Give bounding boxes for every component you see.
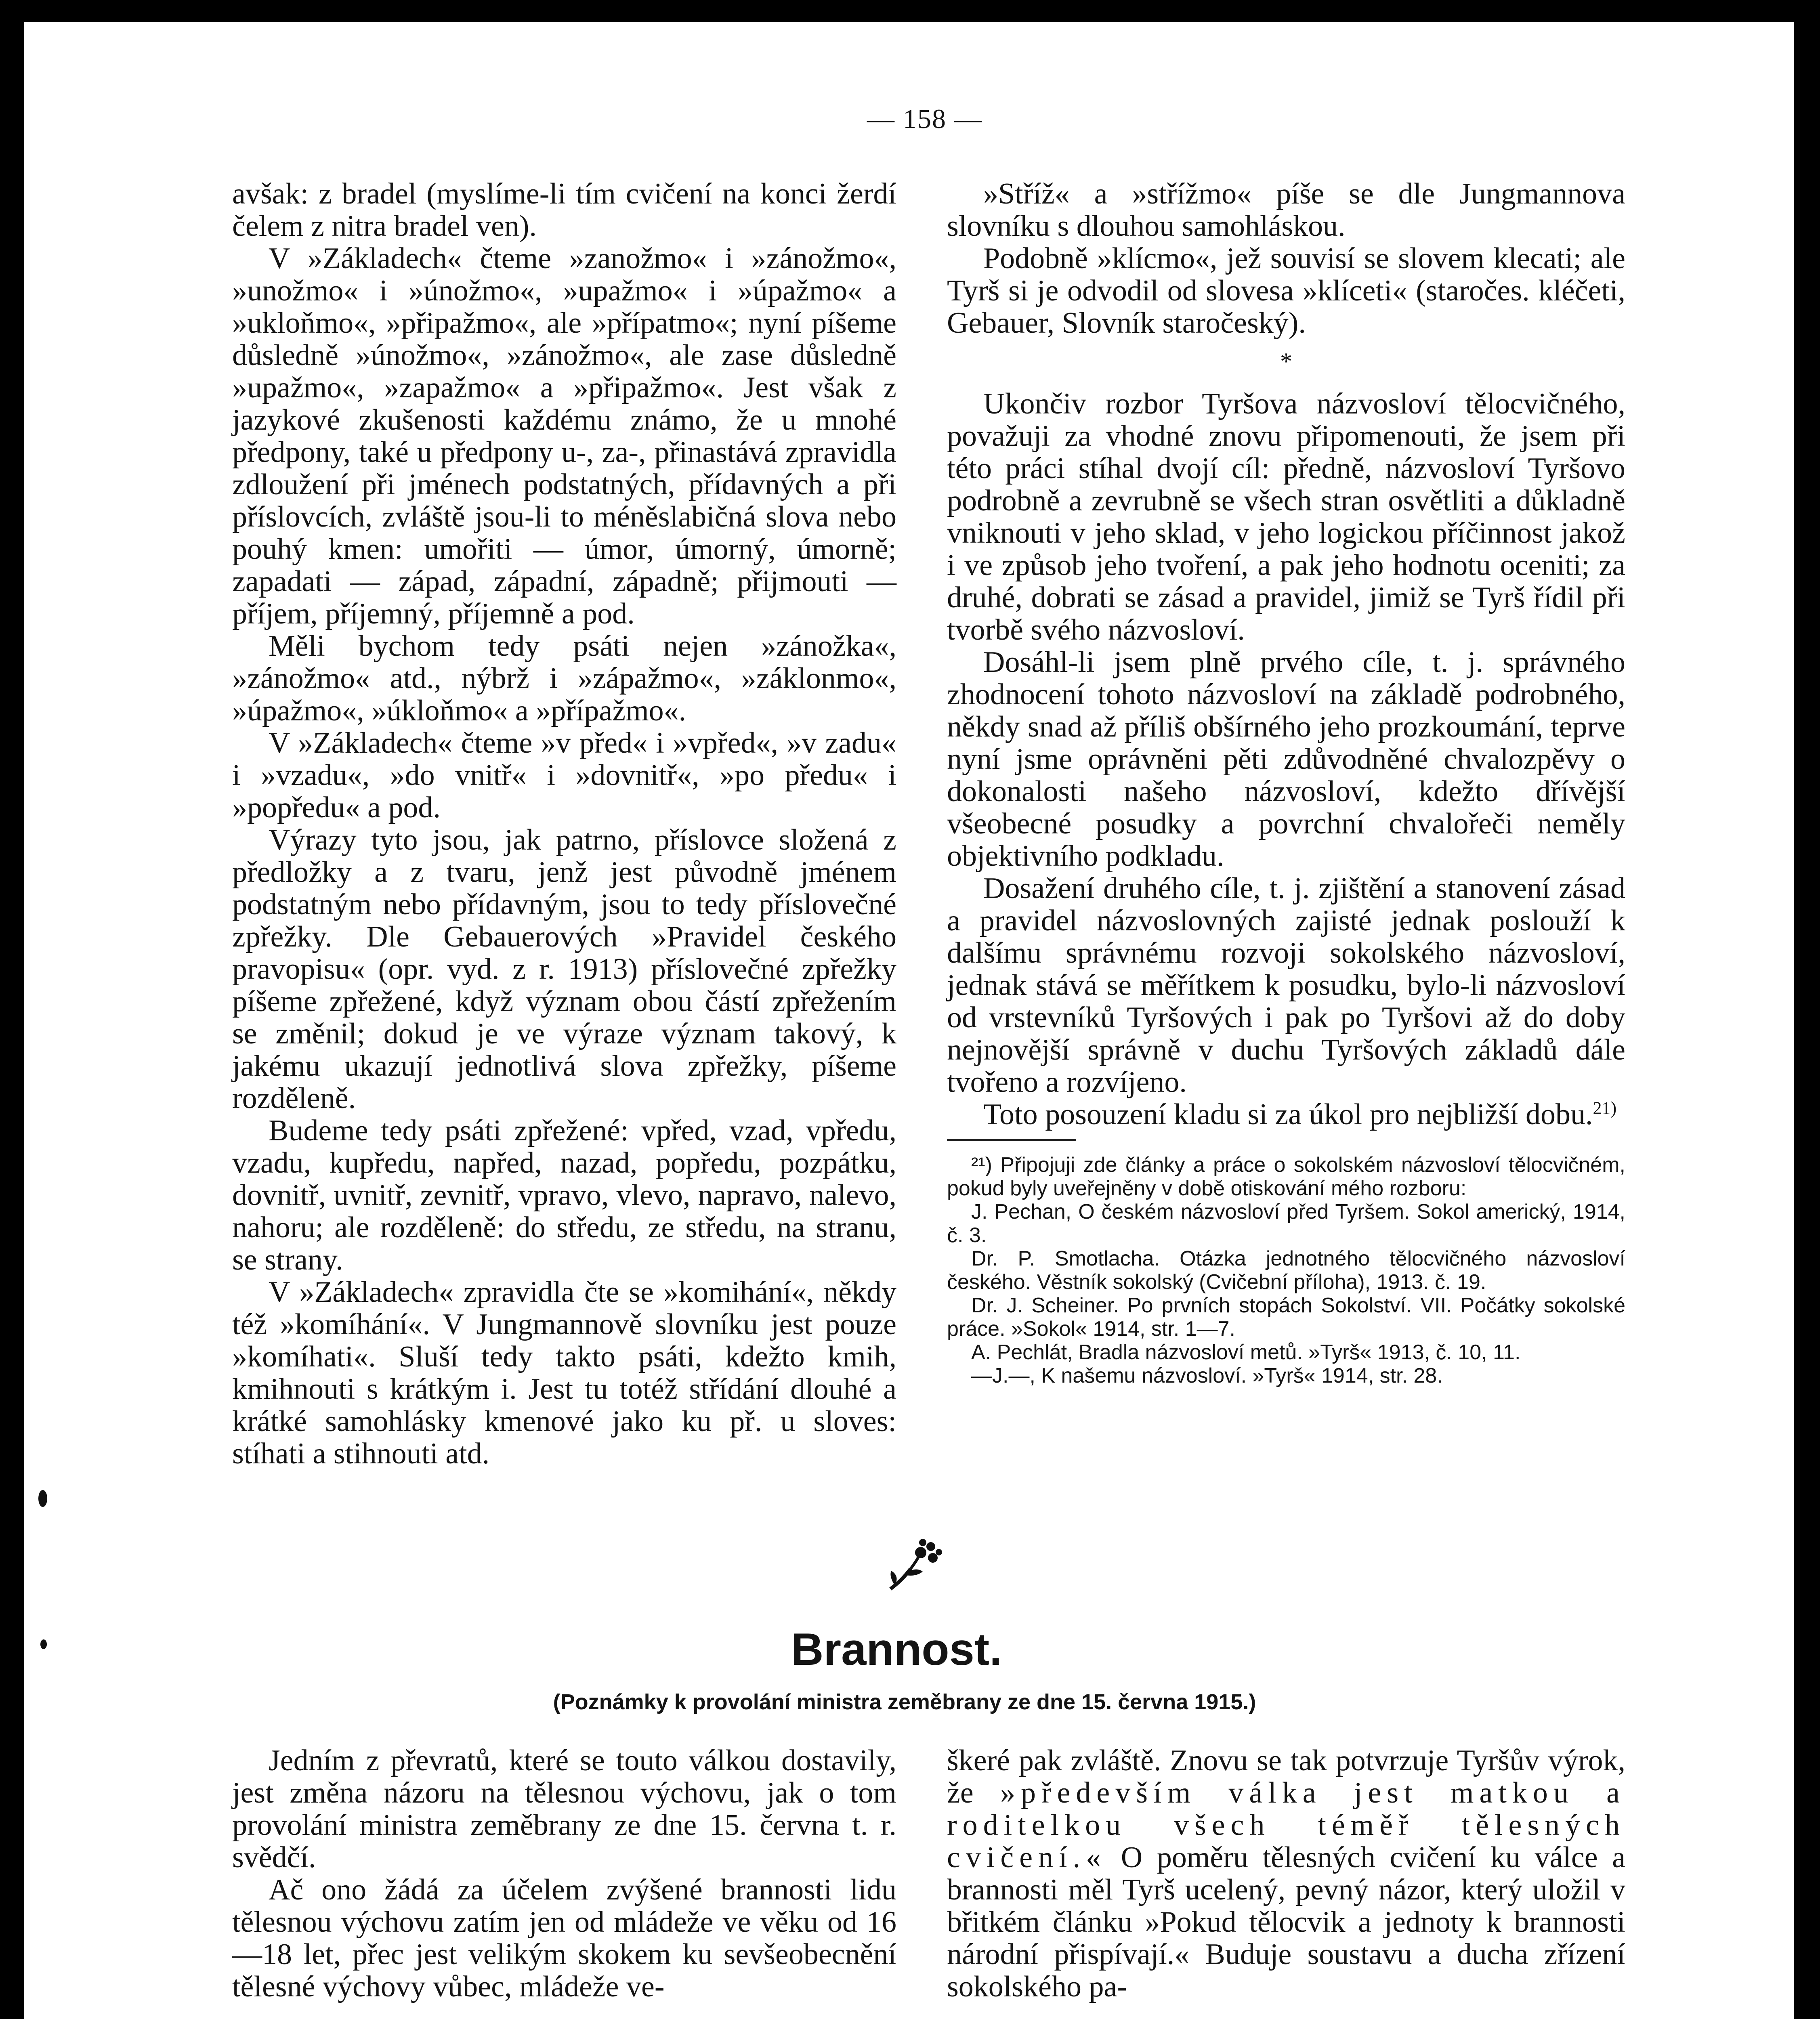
- spaced-quote: »především válka jest matkou a roditelkou všech téměř tělesných cvičení.«: [947, 1776, 1625, 1874]
- footnote-divider: [947, 1139, 1076, 1141]
- footnote: J. Pechan, O českém názvosloví před Tyršem. Sokol americký, 1914, č. 3.: [947, 1200, 1625, 1247]
- paragraph: Výrazy tyto jsou, jak patrno, příslovce složená z předložky a z tvaru, jenž jest původně jménem podstatným nebo přídavným, jsou to tedy příslovečné zpřežky. Dle Gebauerových »Pravidel českého pravopisu« (opr. vyd. z r. 1913) příslovečné zpřežky píšeme zpřežené, když význam obou částí zpřežením se změnil; dokud je ve výraze význam takový, k jakému ukazují jednotlivá slova zpřežky, píšeme rozděleně.: [232, 823, 896, 1115]
- paragraph-text: Toto posouzení kladu si za úkol pro nejbližší dobu.: [983, 1098, 1593, 1131]
- article-subtitle: (Poznámky k provolání ministra zeměbrany ze dne 15. června 1915.): [553, 1690, 1256, 1714]
- paragraph-text: O poměru tělesných cvičení ku válce a brannosti měl Tyrš ucelený, pevný názor, který uložil v břitkém článku »Pokud tělocvik a jednoty k brannosti národní přispívají.« Buduje soustavu a ducha zřízení sokolského pa-: [947, 1841, 1625, 2003]
- right-column-top: [947, 178, 1625, 1387]
- paragraph: »Stříž« a »střížmo« píše se dle Jungmannova slovníku s dlouhou samohláskou.: [947, 177, 1625, 243]
- paragraph: V »Základech« zpravidla čte se »komihání«, někdy též »komíhání«. V Jungmannově slovníku jest pouze »komíhati«. Sluší tedy takto psáti, kdežto kmih, kmihnouti s krátkým i. Jest tu totéž střídání dlouhé a krátké samohlásky kmenové jako ku př. u sloves: stíhati a stihnouti atd.: [232, 1276, 896, 1470]
- footnote: —J.—, K našemu názvosloví. »Tyrš« 1914, str. 28.: [971, 1364, 1443, 1387]
- paragraph: Dosáhl-li jsem plně prvého cíle, t. j. správného zhodnocení tohoto názvosloví na základě podrobného, někdy snad až příliš obšírného jeho prozkoumání, teprve nyní jsme oprávněni pěti zdůvodněné chvalozpěvy o dokonalosti našeho názvosloví, kdežto dřívější všeobecné posudky a povrchní chvalořeči neměly objektivního podkladu.: [947, 646, 1625, 873]
- paragraph: Jedním z převratů, které se touto válkou dostavily, jest změna názoru na tělesnou výchovu, jak o tom provolání ministra zeměbrany ze dne 15. června t. r. svědčí.: [232, 1744, 896, 1874]
- floral-ornament-icon: [882, 1534, 947, 1595]
- scan-border-left: [0, 0, 24, 2019]
- paragraph: avšak: z bradel (myslíme-li tím cvičení na konci žerdí čelem z nitra bradel ven).: [232, 177, 896, 243]
- footnote: Dr. P. Smotlacha. Otázka jednotného tělocvičného názvosloví českého. Věstník sokolský (Cvičební příloha), 1913. č. 19.: [947, 1247, 1625, 1294]
- scan-speck: [40, 1639, 47, 1649]
- paragraph: Dosažení druhého cíle, t. j. zjištění a stanovení zásad a pravidel názvoslovných zajisté jednak poslouží k dalšímu správnému rozvoji sokolského názvosloví, jednak stává se měřítkem k posudku, bylo-li názvosloví od vrstevníků Tyršových i pak po Tyršovi až do doby nejnovější správně v duchu Tyršových základů dále tvořeno a rozvíjeno.: [947, 872, 1625, 1099]
- paragraph: Měli bychom tedy psáti nejen »zánožka«, »zánožmo« atd., nýbrž i »zápažmo«, »záklonmo«, »úpažmo«, »úkloňmo« a »přípažmo«.: [232, 630, 896, 727]
- scan-border-top: [0, 0, 1820, 22]
- paragraph-text: škeré pak zvláště. Znovu se tak potvrzuje Tyršův výrok, že: [947, 1744, 1625, 1809]
- paragraph: [947, 1744, 1625, 2003]
- footnote-reference: 21): [1593, 1098, 1617, 1118]
- article-right-column: [947, 1744, 1625, 2003]
- paragraph: Podobně »klícmo«, jež souvisí se slovem klecati; ale Tyrš si je odvodil od slovesa »klíceti« (staročes. kléčeti, Gebauer, Slovník staročeský).: [947, 242, 1625, 340]
- paragraph: Ač ono žádá za účelem zvýšené brannosti lidu tělesnou výchovu zatím jen od mládeže ve věku od 16—18 let, přec jest velikým skokem ku sevšeobecnění tělesné výchovy vůbec, mládeže ve-: [232, 1873, 896, 2003]
- article-title: Brannost.: [791, 1624, 1002, 1675]
- article-left-column: [232, 1744, 896, 2003]
- section-separator: *: [1280, 348, 1292, 375]
- paragraph: V »Základech« čteme »zanožmo« i »zánožmo«, »unožmo« i »únožmo«, »upažmo« i »úpažmo« a »ukloňmo«, »připažmo«, ale »přípatmo«; nyní píšeme důsledně »únožmo«, »zánožmo«, ale zase důsledně »upažmo«, »zapažmo« a »připažmo«. Jest však z jazykové zkušenosti každému známo, že u mnohé předpony, také u předpony u-, za-, přinastává zpravidla zdloužení při jménech podstatných, přídavných a při příslovcích, zvláště jsou-li to méněslabičná slova nebo pouhý kmen: umořiti — úmor, úmorný, úmorně; zapadati — západ, západní, západně; přijmouti — příjem, příjemný, příjemně a pod.: [232, 242, 896, 630]
- paragraph: V »Základech« čteme »v před« i »vpřed«, »v zadu« i »vzadu«, »do vnitř« i »dovnitř«, »po předu« i »popředu« a pod.: [232, 726, 896, 824]
- footnotes: [947, 1153, 1625, 1387]
- left-column-top: [232, 178, 896, 1470]
- footnote: ²¹) Připojuji zde články a práce o sokolském názvosloví tělocvičném, pokud byly uveřejněny v době otiskování mého rozboru:: [947, 1153, 1625, 1200]
- page-number: — 158 —: [867, 103, 982, 134]
- footnote: Dr. J. Scheiner. Po prvních stopách Sokolství. VII. Počátky sokolské práce. »Sokol« 1914, str. 1—7.: [947, 1294, 1625, 1341]
- paragraph: Budeme tedy psáti zpřežené: vpřed, vzad, vpředu, vzadu, kupředu, napřed, nazad, popředu, pozpátku, dovnitř, uvnitř, zevnitř, vpravo, vlevo, napravo, nalevo, nahoru; ale rozděleně: do středu, ze středu, na stranu, se strany.: [232, 1114, 896, 1276]
- scan-speck: [38, 1490, 47, 1507]
- paragraph: [947, 1098, 1625, 1131]
- scan-border-right: [1794, 0, 1820, 2019]
- paragraph: Ukončiv rozbor Tyršova názvosloví tělocvičného, považuji za vhodné znovu připomenouti, že jsem při této práci stíhal dvojí cíl: předně, názvosloví Tyršovo podrobně a zevrubně se všech stran osvětliti a důkladně vniknouti v jeho sklad, v jeho logickou příčinnost jakož i ve způsob jeho tvoření, a pak jeho hodnotu oceniti; za druhé, dobrati se zásad a pravidel, jimiž se Tyrš řídil při tvorbě svého názvosloví.: [947, 387, 1625, 646]
- footnote: A. Pechlát, Bradla názvosloví metů. »Tyrš« 1913, č. 10, 11.: [971, 1341, 1521, 1364]
